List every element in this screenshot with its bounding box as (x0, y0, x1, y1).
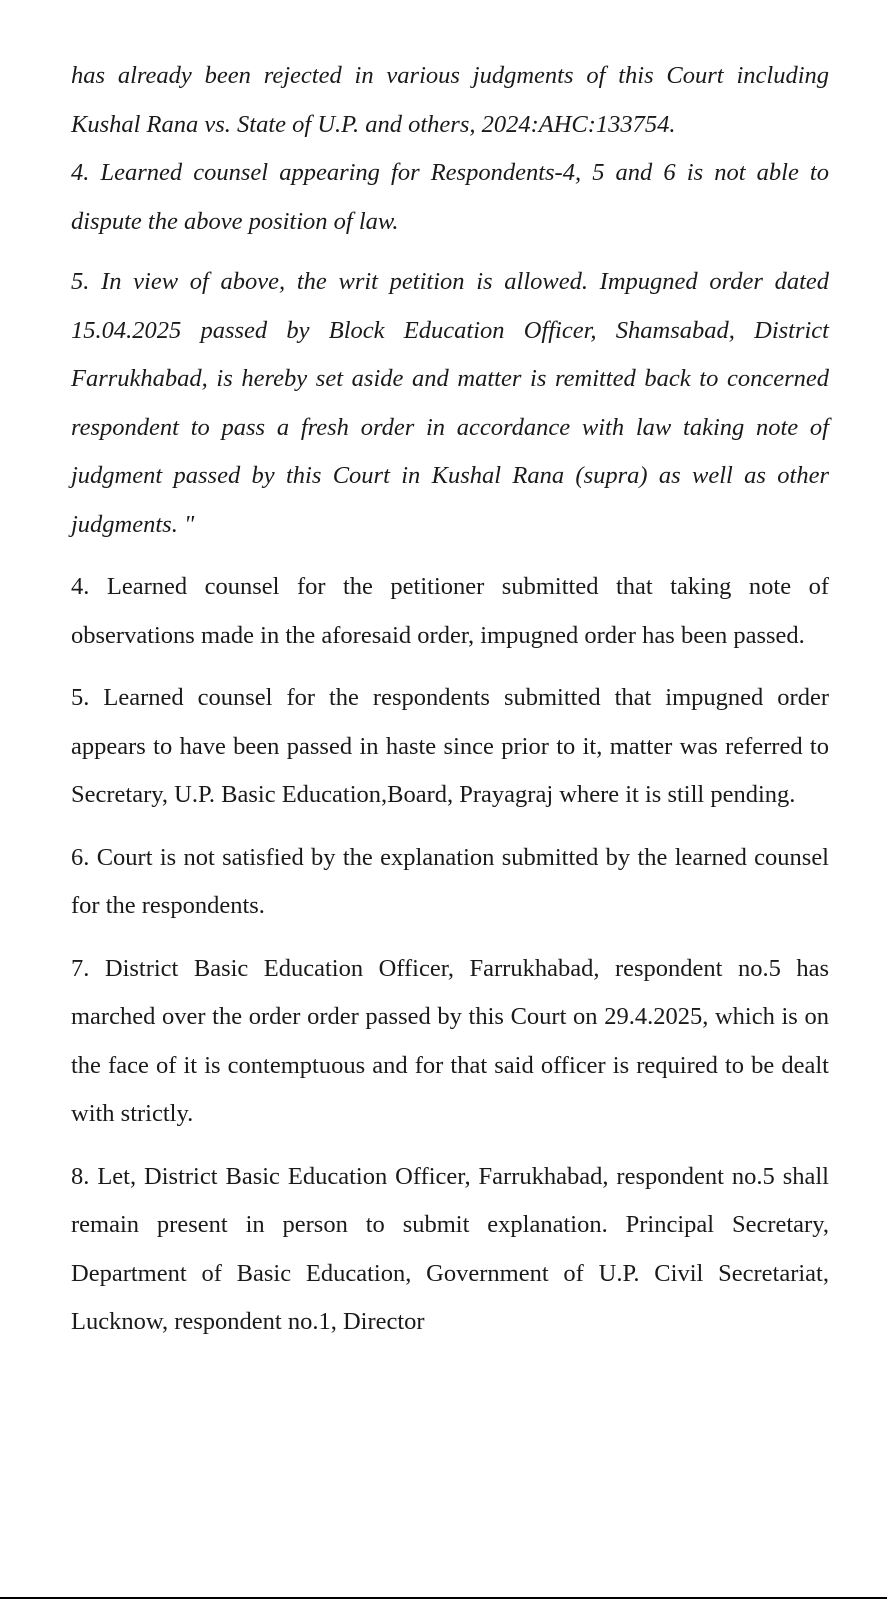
paragraph-6: 6. Court is not satisfied by the explanation submitted by the learned counsel for the respondents. (71, 843, 829, 919)
quoted-order-block (71, 52, 829, 549)
paragraph-5: 5. Learned counsel for the respondents submitted that impugned order appears to have been passed in haste since prior to it, matter was referred to Secretary, U.P. Basic Education,Board, Prayagraj where it is still pending. (71, 684, 829, 808)
paragraph-8: 8. Let, District Basic Education Officer, Farrukhabad, respondent no.5 shall remain present in person to submit explanation. Principal Secretary, Department of Basic Education, Government of U.P. Civil Secretariat, Lucknow, respondent no.1, Director (71, 1162, 829, 1335)
quoted-paragraph-continuation: has already been rejected in various judgments of this Court including Kushal Rana vs. State of U.P. and others, 2024:AHC:133754. (71, 62, 829, 138)
order-body (71, 563, 829, 1347)
quoted-paragraph-4: 4. Learned counsel appearing for Respondents-4, 5 and 6 is not able to dispute the above position of law. (71, 159, 829, 235)
paragraph-4: 4. Learned counsel for the petitioner submitted that taking note of observations made in the aforesaid order, impugned order has been passed. (71, 573, 829, 649)
paragraph-7: 7. District Basic Education Officer, Farrukhabad, respondent no.5 has marched over the order order passed by this Court on 29.4.2025, which is on the face of it is contemptuous and for that said officer is required to be dealt with strictly. (71, 954, 829, 1127)
quoted-paragraph-5: 5. In view of above, the writ petition is allowed. Impugned order dated 15.04.2025 passed by Block Education Officer, Shamsabad, District Farrukhabad, is hereby set aside and matter is remitted back to concerned respondent to pass a fresh order in accordance with law taking note of judgment passed by this Court in Kushal Rana (supra) as well as other judgments. " (71, 268, 829, 538)
document-page (71, 52, 829, 1347)
bottom-divider (0, 1597, 887, 1599)
